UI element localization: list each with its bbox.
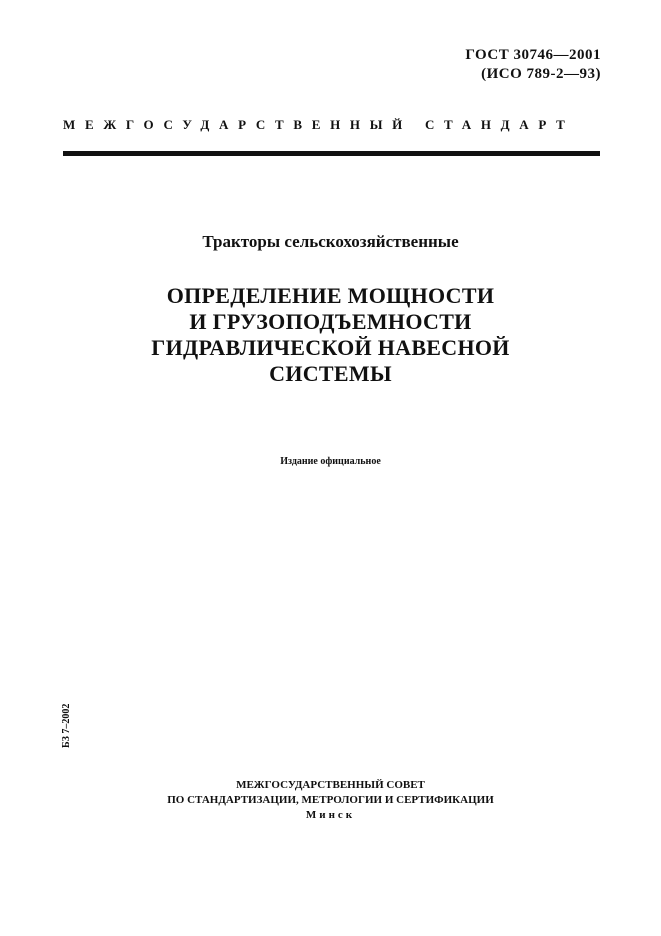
gost-number: ГОСТ 30746—2001 bbox=[465, 47, 601, 63]
document-subtitle: Тракторы сельскохозяйственные bbox=[202, 232, 459, 251]
publisher-city: Минск bbox=[305, 809, 356, 821]
side-code: БЗ 7–2002 bbox=[61, 703, 72, 748]
iso-number: (ИСО 789-2—93) bbox=[481, 66, 601, 82]
publisher-line: ПО СТАНДАРТИЗАЦИИ, МЕТРОЛОГИИ И СЕРТИФИКАЦИИ bbox=[167, 794, 494, 806]
publisher-line: МЕЖГОСУДАРСТВЕННЫЙ СОВЕТ bbox=[236, 779, 425, 791]
title-line: СИСТЕМЫ bbox=[269, 361, 392, 386]
standard-number-block bbox=[465, 46, 601, 84]
title-line: ГИДРАВЛИЧЕСКОЙ НАВЕСНОЙ bbox=[151, 335, 510, 360]
edition-label: Издание официальное bbox=[280, 456, 381, 467]
publisher-block bbox=[0, 778, 661, 823]
title-line: И ГРУЗОПОДЪЕМНОСТИ bbox=[189, 309, 472, 334]
header-rule bbox=[63, 151, 600, 156]
document-title bbox=[0, 283, 661, 387]
title-line: ОПРЕДЕЛЕНИЕ МОЩНОСТИ bbox=[166, 283, 495, 308]
interstate-standard-label: МЕЖГОСУДАРСТВЕННЫЙ СТАНДАРТ bbox=[63, 117, 575, 132]
